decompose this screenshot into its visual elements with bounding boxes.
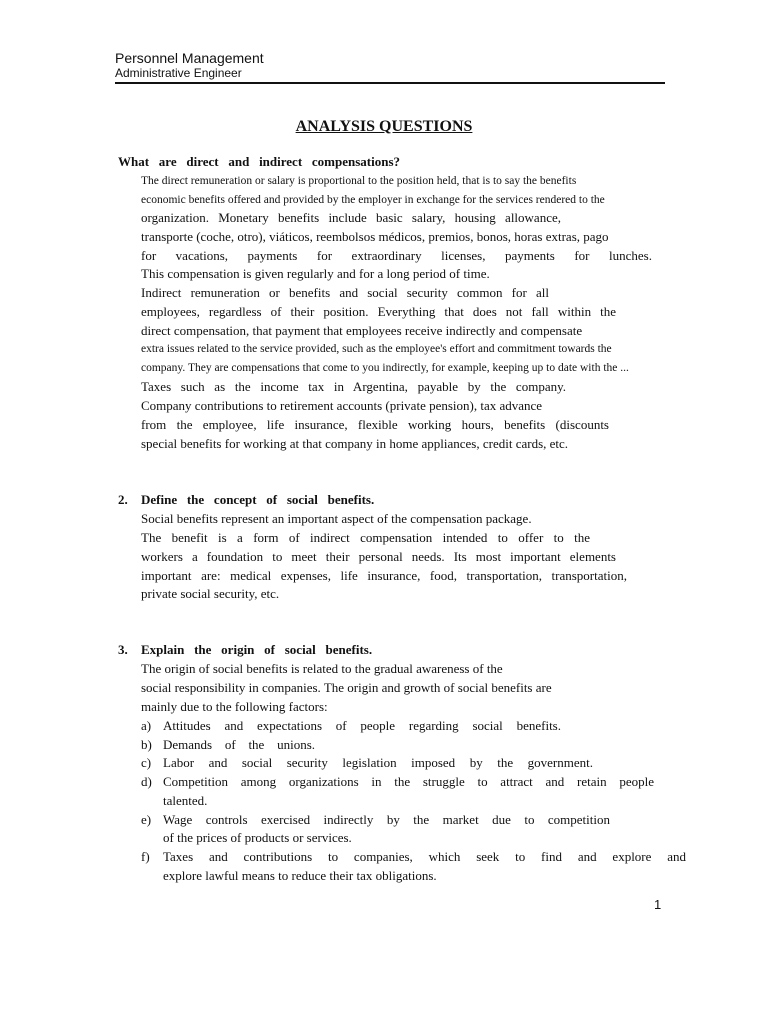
- q3-item-label-e: e): [141, 812, 152, 827]
- q3-item-label-f: f): [141, 849, 150, 864]
- q1-line-8: employees, regardless of their position. Everything that does not fall within the: [141, 304, 616, 319]
- q1-line-9: direct compensation, that payment that employees receive indirectly and compensate: [141, 323, 583, 338]
- q1-line-4: transporte (coche, otro), viáticos, reembolsos médicos, premios, bonos, horas extras, pago: [141, 229, 609, 244]
- q3-item-a: Attitudes and expectations of people regarding social benefits.: [163, 718, 561, 733]
- q3-item-d-continued: talented.: [163, 793, 208, 808]
- header-divider: [115, 82, 665, 84]
- question-3-number: 3.: [118, 642, 128, 657]
- q3-line-2: social responsibility in companies. The origin and growth of social benefits are: [141, 680, 552, 695]
- q3-item-label-a: a): [141, 718, 152, 733]
- q2-line-1: Social benefits represent an important aspect of the compensation package.: [141, 511, 532, 526]
- q1-line-10: extra issues related to the service provided, such as the employee's effort and commitment towards the: [141, 343, 612, 355]
- q2-line-3: workers a foundation to meet their personal needs. Its most important elements: [141, 549, 616, 564]
- q1-line-15: special benefits for working at that company in home appliances, credit cards, etc.: [141, 436, 569, 451]
- document-title: ANALYSIS QUESTIONS: [295, 118, 473, 135]
- q3-item-f-continued: explore lawful means to reduce their tax obligations.: [163, 868, 437, 883]
- q1-line-14: from the employee, life insurance, flexible working hours, benefits (discounts: [141, 417, 609, 432]
- q3-item-label-b: b): [141, 737, 152, 752]
- page-number: 1: [654, 897, 662, 912]
- question-2-number: 2.: [118, 492, 128, 507]
- q1-line-7: Indirect remuneration or benefits and social security common for all: [141, 285, 549, 300]
- q2-line-2: The benefit is a form of indirect compensation intended to offer to the: [141, 530, 590, 545]
- q1-line-3: organization. Monetary benefits include basic salary, housing allowance,: [141, 210, 561, 225]
- q3-item-f: Taxes and contributions to companies, which seek to find and explore and: [163, 849, 686, 864]
- q3-item-e: Wage controls exercised indirectly by the market due to competition: [163, 812, 610, 827]
- q3-line-3: mainly due to the following factors:: [141, 699, 328, 714]
- q3-item-e-continued: of the prices of products or services.: [163, 830, 352, 845]
- q1-line-1: The direct remuneration or salary is proportional to the position held, that is to say the benefits: [141, 175, 577, 187]
- q3-item-c: Labor and social security legislation imposed by the government.: [163, 755, 593, 770]
- q1-line-6: This compensation is given regularly and for a long period of time.: [141, 266, 490, 281]
- q1-line-13: Company contributions to retirement accounts (private pension), tax advance: [141, 398, 543, 413]
- q2-line-5: private social security, etc.: [141, 586, 280, 601]
- question-2-heading: Define the concept of social benefits.: [141, 492, 375, 507]
- question-1-heading: What are direct and indirect compensations?: [118, 154, 401, 169]
- q1-line-12: Taxes such as the income tax in Argentina, payable by the company.: [141, 379, 566, 394]
- page-header: [115, 50, 665, 80]
- header-program: Administrative Engineer: [115, 66, 242, 80]
- q3-item-label-c: c): [141, 755, 152, 770]
- q3-item-d: Competition among organizations in the struggle to attract and retain people: [163, 774, 654, 789]
- question-3-heading: Explain the origin of social benefits.: [141, 642, 373, 657]
- q3-line-1: The origin of social benefits is related to the gradual awareness of the: [141, 661, 503, 676]
- header-course: Personnel Management: [115, 50, 264, 66]
- q1-line-11: company. They are compensations that come to you indirectly, for example, keeping up to date with the ...: [141, 362, 629, 374]
- q1-line-5: for vacations, payments for extraordinary licenses, payments for lunches.: [141, 248, 652, 263]
- q3-item-b: Demands of the unions.: [163, 737, 315, 752]
- q2-line-4: important are: medical expenses, life insurance, food, transportation, transportation,: [141, 568, 627, 583]
- q1-line-2: economic benefits offered and provided by the employer in exchange for the services rendered to the: [141, 194, 605, 206]
- q3-item-label-d: d): [141, 774, 152, 789]
